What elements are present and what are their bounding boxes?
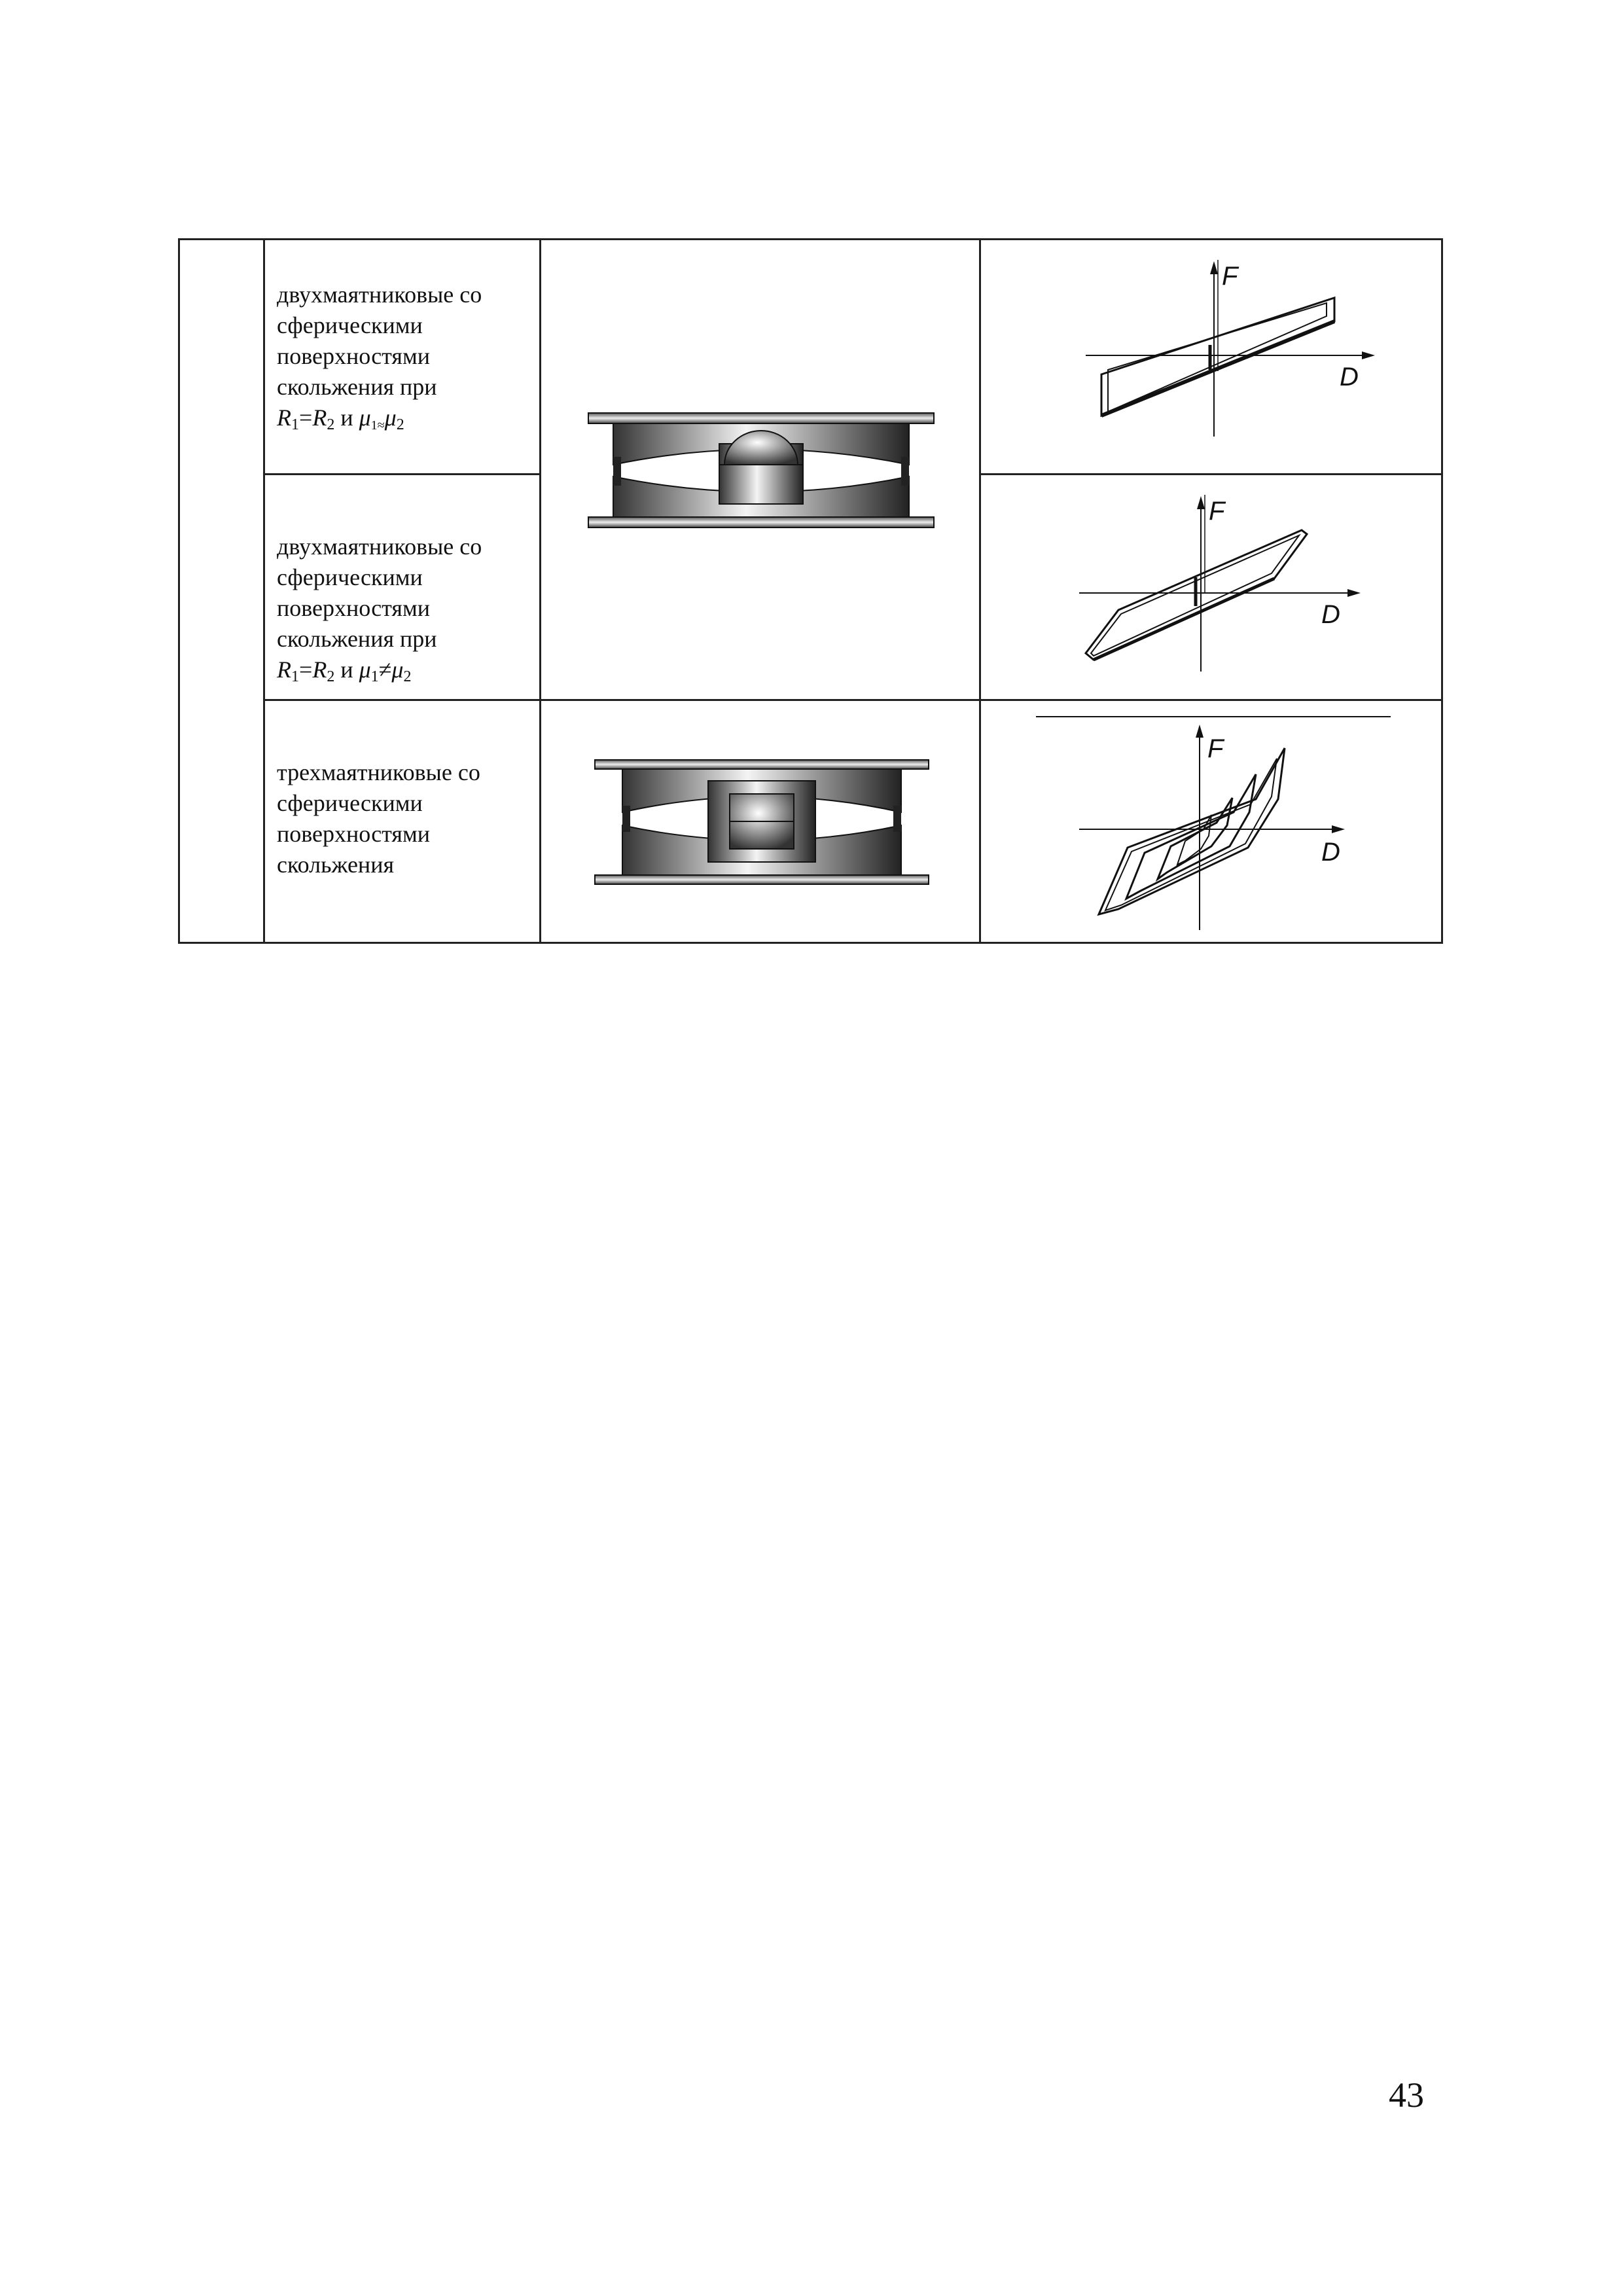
row1-description-cell bbox=[264, 240, 541, 475]
row2-description: двухмаятниковые со сферическими поверхностями скольжения при $R_1=R_2$ и $\mu_1\ne\mu_2$ bbox=[265, 475, 539, 692]
page-number: 43 bbox=[1389, 2075, 1424, 2115]
row3-description-cell bbox=[264, 700, 541, 943]
triple-pendulum-bearing-drawing bbox=[541, 701, 981, 942]
row3-description: трехмаятниковые со сферическими поверхностями скольжения bbox=[277, 759, 480, 878]
row2-hysteresis-diagram bbox=[981, 475, 1443, 699]
row1-condition-formula: $R_1=R_2$ и $\mu 1\approx\mu_2$ bbox=[277, 404, 404, 433]
isolator-table bbox=[178, 238, 1443, 944]
row3-hysteresis-diagram bbox=[981, 701, 1443, 942]
f-axis-label: F bbox=[1222, 262, 1238, 291]
double-pendulum-bearing-drawing bbox=[541, 247, 981, 692]
d-axis-label: D bbox=[1340, 363, 1359, 391]
row1-hysteresis-diagram bbox=[981, 240, 1443, 473]
row1-hysteresis-cell bbox=[980, 240, 1442, 475]
row1-description: двухмаятниковые со сферическими поверхностями скольжения при $R_1=R_2$ и $\mu 1\approx\mu_2$ bbox=[265, 240, 539, 441]
f-axis-label: F bbox=[1207, 734, 1224, 763]
d-axis-label: D bbox=[1321, 838, 1340, 867]
merged-first-column-cell bbox=[179, 240, 264, 943]
row2-hysteresis-cell bbox=[980, 475, 1442, 700]
f-axis-label: F bbox=[1209, 497, 1225, 526]
row3-hysteresis-cell bbox=[980, 700, 1442, 943]
triple-pendulum-drawing-cell bbox=[541, 700, 980, 943]
double-pendulum-drawing-cell bbox=[541, 240, 980, 700]
row2-description-cell bbox=[264, 475, 541, 700]
d-axis-label: D bbox=[1321, 600, 1340, 629]
row2-condition-formula: $R_1=R_2$ и $\mu_1\ne\mu_2$ bbox=[277, 656, 412, 685]
